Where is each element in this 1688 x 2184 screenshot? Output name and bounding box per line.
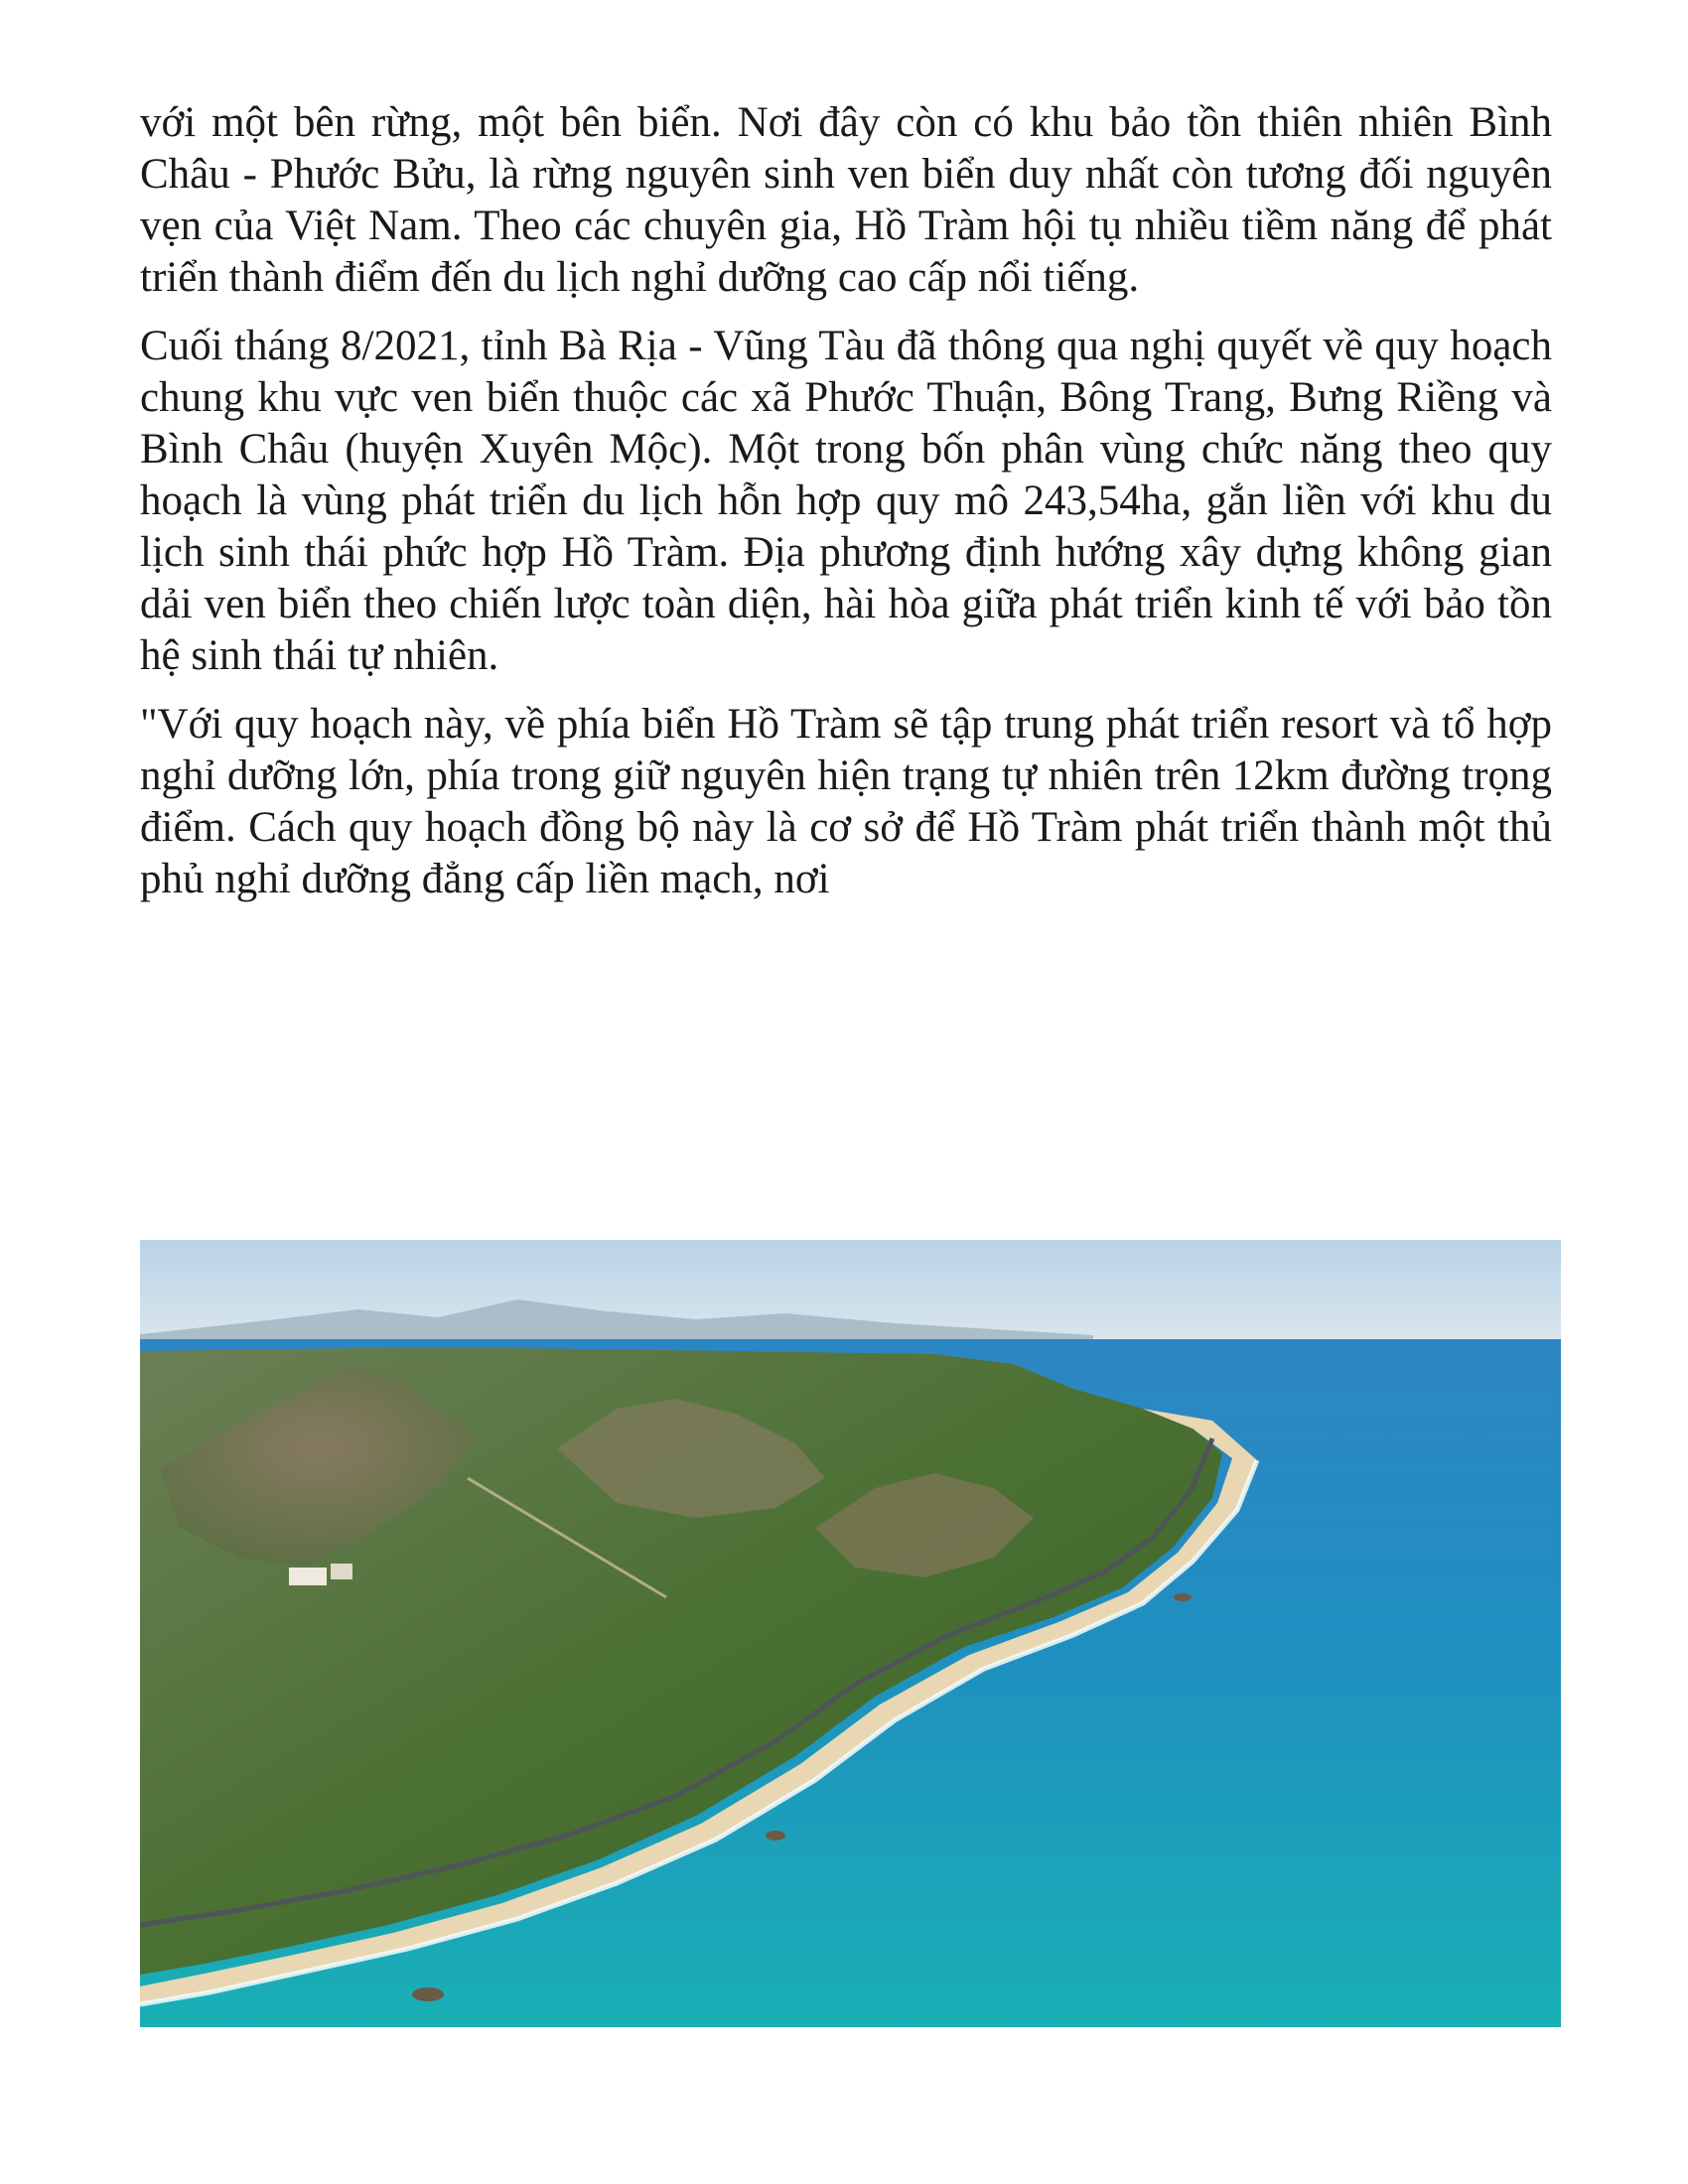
paragraph-intro-continuation: với một bên rừng, một bên biển. Nơi đây còn có khu bảo tồn thiên nhiên Bình Châu - Phước Bửu, là rừng nguyên sinh ven biển duy nhất còn tương đối nguyên vẹn của Việt Nam. Theo các chuyên gia, Hồ Tràm hội tụ nhiều tiềm năng để phát triển thành điểm đến du lịch nghỉ dưỡng cao cấp nổi tiếng. [140, 99, 1552, 301]
rock [766, 1831, 785, 1841]
rock [1174, 1593, 1192, 1601]
paragraph-planning-resolution: Cuối tháng 8/2021, tỉnh Bà Rịa - Vũng Tàu đã thông qua nghị quyết về quy hoạch chung khu vực ven biển thuộc các xã Phước Thuận, Bông Trang, Bưng Riềng và Bình Châu (huyện Xuyên Mộc). Một trong bốn phân vùng chức năng theo quy hoạch là vùng phát triển du lịch hỗn hợp quy mô 243,54ha, gắn liền với khu du lịch sinh thái phức hợp Hồ Tràm. Địa phương định hướng xây dựng không gian dải ven biển theo chiến lược toàn diện, hài hòa giữa phát triển kinh tế với bảo tồn hệ sinh thái tự nhiên. [140, 323, 1552, 679]
building [331, 1564, 352, 1579]
rock [412, 1987, 444, 2001]
article-body [140, 97, 1552, 922]
aerial-coastline-photo [140, 1240, 1561, 2027]
building [289, 1568, 327, 1585]
paragraph-quote: "Với quy hoạch này, về phía biển Hồ Tràm sẽ tập trung phát triển resort và tổ hợp nghỉ dưỡng lớn, phía trong giữ nguyên hiện trạng tự nhiên trên 12km đường trọng điểm. Cách quy hoạch đồng bộ này là cơ sở để Hồ Tràm phát triển thành một thủ phủ nghỉ dưỡng đẳng cấp liền mạch, nơi [140, 701, 1552, 902]
